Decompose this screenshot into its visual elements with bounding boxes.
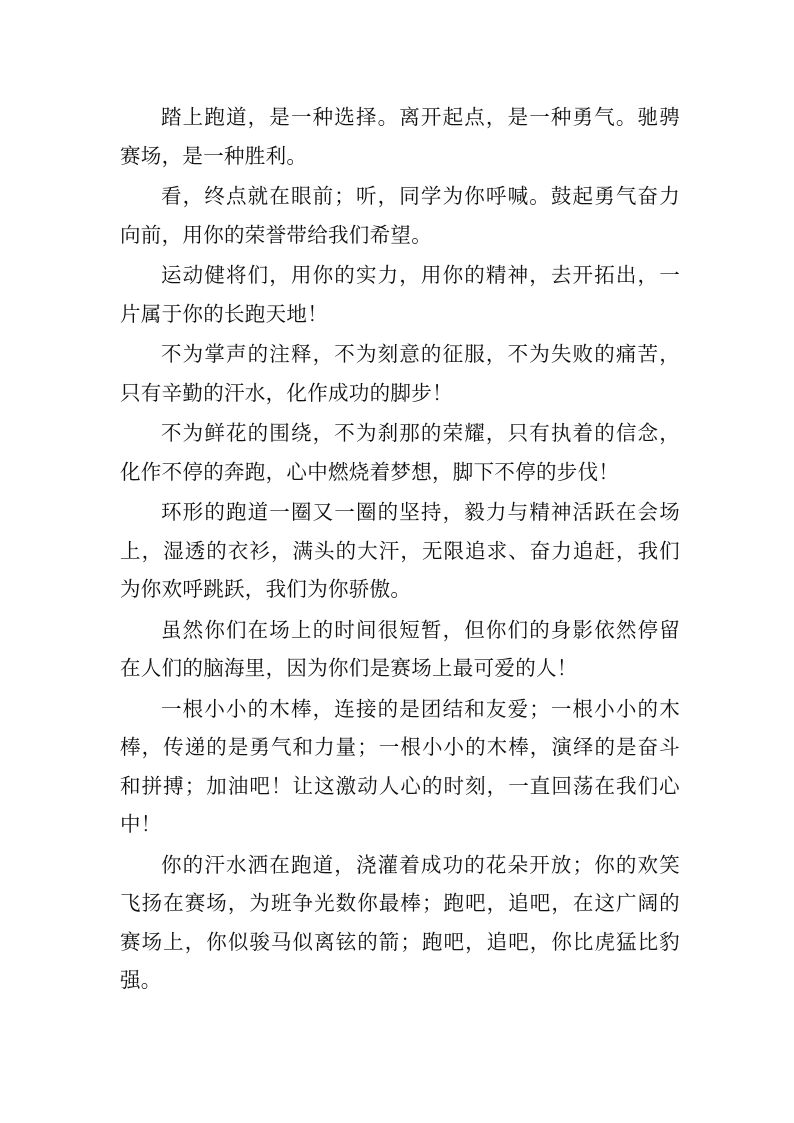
paragraph-8: 一根小小的木棒，连接的是团结和友爱；一根小小的木棒，传递的是勇气和力量；一根小小的木棒，演绎的是奋斗和拼搏；加油吧！让这激动人心的时刻，一直回荡在我们心中！ — [120, 696, 680, 836]
paragraph-9: 你的汗水洒在跑道，浇灌着成功的花朵开放；你的欢笑飞扬在赛场，为班争光数你最棒；跑吧，追吧，在这广阔的赛场上，你似骏马似离铉的箭；跑吧，追吧，你比虎猛比豹强。 — [120, 852, 680, 992]
paragraph-4: 不为掌声的注释，不为刻意的征服，不为失败的痛苦，只有辛勤的汗水，化作成功的脚步！ — [120, 342, 680, 405]
paragraph-6: 环形的跑道一圈又一圈的坚持，毅力与精神活跃在会场上，湿透的衣衫，满头的大汗，无限追求、奋力追赶，我们为你欢呼跳跃，我们为你骄傲。 — [120, 500, 680, 601]
paragraph-1: 踏上跑道，是一种选择。离开起点，是一种勇气。驰骋赛场，是一种胜利。 — [120, 105, 680, 168]
paragraph-2: 看，终点就在眼前；听，同学为你呼喊。鼓起勇气奋力向前，用你的荣誉带给我们希望。 — [120, 184, 680, 247]
paragraph-7: 虽然你们在场上的时间很短暂，但你们的身影依然停留在人们的脑海里，因为你们是赛场上最可爱的人！ — [120, 617, 680, 680]
document-body — [120, 98, 680, 1002]
paragraph-3: 运动健将们，用你的实力，用你的精神，去开拓出，一片属于你的长跑天地！ — [120, 263, 680, 326]
paragraph-5: 不为鲜花的围绕，不为刹那的荣耀，只有执着的信念，化作不停的奔跑，心中燃烧着梦想，脚下不停的步伐！ — [120, 421, 680, 484]
